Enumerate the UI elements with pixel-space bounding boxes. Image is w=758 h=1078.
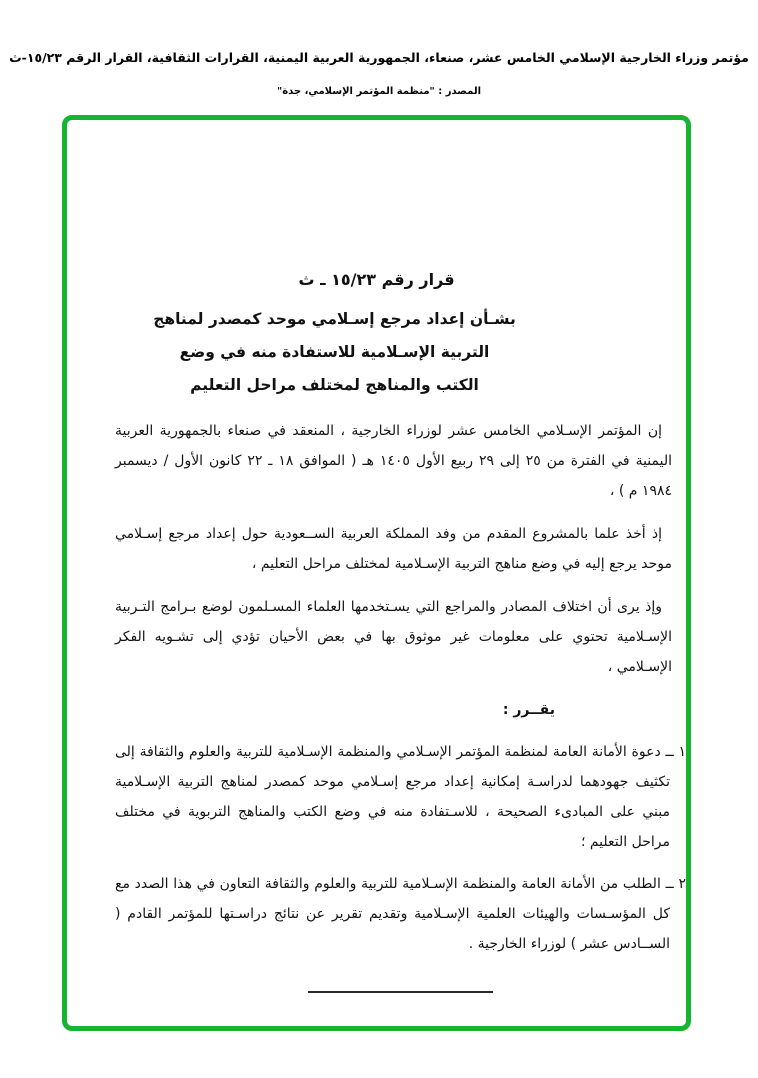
- item-1-text: دعوة الأمانة العامة لمنظمة المؤتمر الإسـلامي والمنظمة الإسـلامية للتربية والعلوم والثقافة إلى تكثيف جهودهما لدراسـة إمكانية إعداد مرجع إسـلامي موحد كمصدر لمناهج التربية الإسـلامية مبني على المبادىء الصحيحة ، للاسـتفادة منه في وضع الكتب والمناهج التربوية في مختلف مراحل التعليم ؛: [115, 744, 670, 850]
- preamble-paragraph-1: إن المؤتمر الإسـلامي الخامس عشر لوزراء الخارجية ، المنعقد في صنعاء بالجمهورية العربية اليمنية في الفترة من ٢٥ إلى ٢٩ ربيع الأول ١٤٠٥ هـ ( الموافق ١٨ ـ ٢٢ كانون الأول / ديسمبر ١٩٨٤ م ) ،: [115, 423, 672, 499]
- preamble-paragraph-3: وإذ يرى أن اختلاف المصادر والمراجع التي يسـتخدمها العلماء المسـلمون لوضع بـرامج التـربية الإسـلامية تحتوي على معلومات غير موثوق بها في بعض الأحيان تؤدي إلى تشـويه الفكر الإسـلامي ،: [115, 599, 672, 675]
- end-of-text-divider: [308, 991, 493, 993]
- subtitle-line-1: بشـأن إعداد مرجع إسـلامي موحد كمصدر لمناهج: [153, 310, 516, 328]
- preamble-paragraph-2: إذ أخذ علما بالمشروع المقدم من وفد المملكة العربية الســعودية حول إعداد مرجع إسـلامي موحد يرجع إليه في وضع مناهج التربية الإسـلامية لمختلف مراحل التعليم ،: [115, 526, 672, 572]
- resolution-item-2: [115, 869, 686, 959]
- item-1-number: ١ ــ: [665, 744, 687, 760]
- item-2-text: الطلب من الأمانة العامة والمنظمة الإسـلامية للتربية والعلوم والثقافة التعاون في هذا الصدد مع كل المؤسـسات والهيئات العلمية الإسـلامية وتقديم تقرير عن نتائج دراسـتها للمؤتمر القادم ( الســادس عشر ) لوزراء الخارجية .: [115, 876, 670, 952]
- resolution-body: [115, 416, 686, 993]
- conference-header-title: مؤتمر وزراء الخارجية الإسلامي الخامس عشر، صنعاء، الجمهورية العربية اليمنية، القرارات الثقافية، القرار الرقم ١٥/٢٣-ث: [9, 50, 749, 65]
- decides-label: يقــرر :: [502, 702, 555, 718]
- item-2-number: ٢ ــ: [665, 876, 687, 892]
- subtitle-line-3: الكتب والمناهج لمختلف مراحل التعليم: [190, 376, 479, 394]
- subtitle-line-2: التربية الإسـلامية للاستفادة منه في وضع: [179, 343, 490, 361]
- document-scan-frame: [62, 115, 691, 1031]
- resolution-item-1: [115, 737, 686, 857]
- resolution-number-title: قرار رقم ١٥/٢٣ ـ ث: [298, 270, 455, 289]
- resolution-subject-subtitle: [25, 303, 644, 402]
- source-attribution-line: المصدر : "منظمة المؤتمر الإسلامي، جدة": [276, 86, 481, 97]
